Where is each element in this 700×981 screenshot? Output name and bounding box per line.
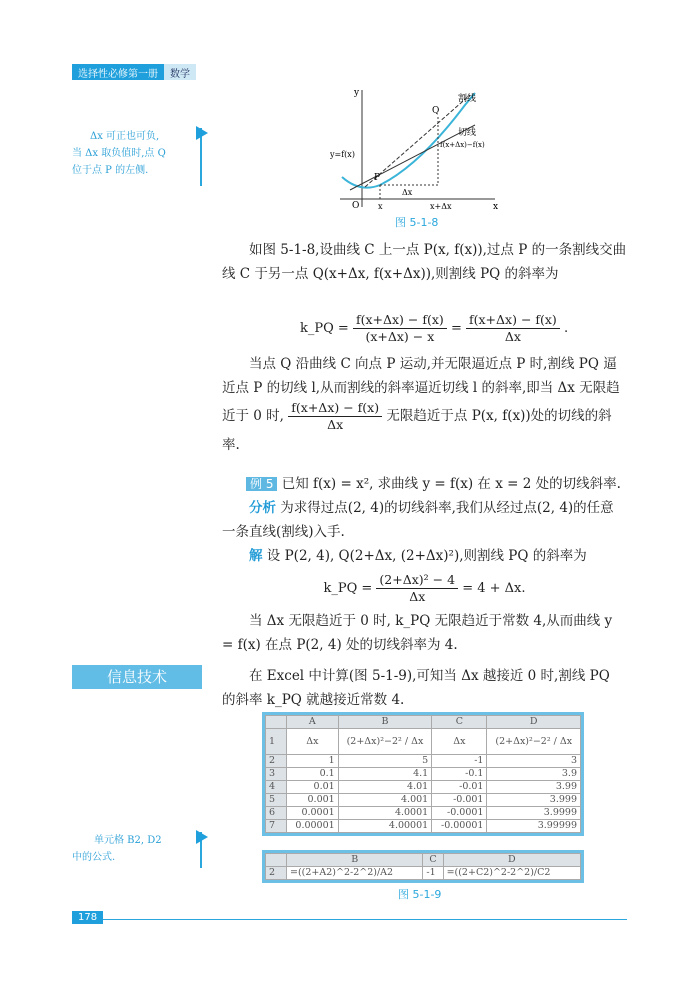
analysis-label: 分析 [249, 500, 276, 516]
cell: -0.01 [432, 781, 487, 794]
x-dx-tick: x+Δx [430, 202, 452, 210]
fraction [288, 400, 382, 433]
example-text: 已知 f(x) = x², 求曲线 y = f(x) 在 x = 2 处的切线斜率. [281, 476, 621, 492]
cell: 3.9999 [487, 807, 581, 820]
cell: 3.999 [487, 794, 581, 807]
cell: -0.00001 [432, 820, 487, 833]
cell: -0.0001 [432, 807, 487, 820]
cell: 0.001 [287, 794, 339, 807]
col-header: C [432, 716, 487, 729]
dy-label: f(x+Δx)−f(x) [440, 141, 485, 149]
cell: 3.99999 [487, 820, 581, 833]
cell: 0.00001 [287, 820, 339, 833]
formula-lhs: k_PQ = [323, 581, 373, 596]
numerator: f(x+Δx) − f(x) [466, 312, 560, 329]
note-line: 位于点 P 的左侧. [72, 165, 149, 176]
secant-tangent-figure [330, 85, 500, 210]
row-number: 2 [266, 867, 287, 880]
table-row [266, 867, 581, 880]
x-axis-label: x [493, 202, 499, 210]
paragraph [222, 352, 627, 457]
formula-secant-slope [300, 312, 568, 345]
denominator: Δx [327, 417, 344, 432]
cell: 3.9 [487, 768, 581, 781]
cell: 0.1 [287, 768, 339, 781]
table-row [266, 820, 581, 833]
table-row [266, 729, 581, 755]
info-tech-label: 信息技术 [72, 665, 202, 689]
note-line: Δx 可正也可负, [90, 131, 160, 142]
cell: -0.001 [432, 794, 487, 807]
col-header: B [287, 854, 423, 867]
row-number: 3 [266, 768, 287, 781]
col-header: D [443, 854, 580, 867]
row-number: 6 [266, 807, 287, 820]
cell: 5 [338, 755, 432, 768]
row-number: 5 [266, 794, 287, 807]
excel-table [262, 712, 584, 836]
side-note [72, 128, 202, 186]
flag-icon [196, 126, 208, 140]
example-label: 例 5 [246, 477, 277, 491]
text: 无限趋近于点 P(x, f(x))处的切线的斜率. [222, 408, 612, 453]
fraction [353, 312, 447, 345]
book-title: 选择性必修第一册 [72, 64, 164, 80]
info-tech-text: 在 Excel 中计算(图 5-1-9),可知当 Δx 越接近 0 时,割线 PQ 的斜率 k_PQ 就越接近常数 4. [222, 668, 610, 708]
figure-caption: 图 5-1-8 [395, 216, 439, 229]
col-header: B [338, 716, 432, 729]
cell: (2+Δx)²−2² / Δx [338, 729, 432, 755]
example-5 [222, 472, 627, 657]
conclusion-text: 当 Δx 无限趋近于 0 时, k_PQ 无限趋近于常数 4,从而曲线 y = f(x) 在点 P(2, 4) 处的切线斜率为 4. [222, 613, 613, 653]
denominator: (x+Δx) − x [365, 329, 435, 344]
solution-text: 设 P(2, 4), Q(2+Δx, (2+Δx)²),则割线 PQ 的斜率为 [266, 548, 587, 564]
excel-formula-table [262, 850, 584, 883]
row-number: 1 [266, 729, 287, 755]
table-row [266, 768, 581, 781]
cell: 4.01 [338, 781, 432, 794]
tangent-label: 切线 [458, 128, 477, 138]
cell: -1 [432, 755, 487, 768]
formula-example [222, 572, 627, 605]
row-number: 7 [266, 820, 287, 833]
origin-label: O [352, 201, 360, 210]
point-p-label: P [374, 173, 381, 183]
equals: = [450, 321, 462, 336]
formula-lhs: k_PQ = [300, 321, 349, 336]
cell: 4.1 [338, 768, 432, 781]
numerator: f(x+Δx) − f(x) [353, 312, 447, 329]
cell: 0.01 [287, 781, 339, 794]
dx-label: Δx [402, 188, 413, 197]
curve-label: y=f(x) [330, 150, 355, 159]
cell: -0.1 [432, 768, 487, 781]
fraction [466, 312, 560, 345]
cell: =((2+C2)^2-2^2)/C2 [443, 867, 580, 880]
note-line: 单元格 B2, D2 [94, 835, 162, 846]
flag-icon [196, 830, 208, 844]
page-number: 178 [72, 911, 103, 924]
row-number: 2 [266, 755, 287, 768]
subject: 数学 [164, 64, 196, 80]
col-header: A [287, 716, 339, 729]
cell: Δx [287, 729, 339, 755]
y-axis-label: y [354, 88, 360, 98]
cell: -1 [423, 867, 443, 880]
numerator: (2+Δx)² − 4 [376, 572, 458, 589]
cell: 4.00001 [338, 820, 432, 833]
table-row [266, 807, 581, 820]
cell: 0.0001 [287, 807, 339, 820]
denominator: Δx [409, 589, 426, 604]
note-line: 当 Δx 取负值时,点 Q [72, 148, 166, 159]
cell: =((2+A2)^2-2^2)/A2 [287, 867, 423, 880]
col-header [266, 716, 287, 729]
cell: 3.99 [487, 781, 581, 794]
analysis-text: 为求得过点(2, 4)的切线斜率,我们从经过点(2, 4)的任意一条直线(割线)入手. [222, 500, 614, 540]
solution-label: 解 [249, 548, 263, 564]
col-header: C [423, 854, 443, 867]
table-row [266, 794, 581, 807]
formula-rhs: = 4 + Δx. [462, 581, 526, 596]
cell: 4.0001 [338, 807, 432, 820]
x-tick: x [378, 202, 383, 210]
period: . [563, 321, 569, 336]
table-row [266, 755, 581, 768]
footer [72, 905, 627, 923]
col-header [266, 854, 287, 867]
col-header: D [487, 716, 581, 729]
running-header [72, 64, 196, 80]
row-number: 4 [266, 781, 287, 794]
side-note [72, 832, 202, 868]
secant-label: 割线 [458, 94, 477, 104]
numerator: f(x+Δx) − f(x) [288, 400, 382, 417]
fraction [376, 572, 458, 605]
text: 当点 Q 沿曲线 C 向点 P 运动,并无限逼近点 P 时,割线 PQ 逼近点 P 的切线 l,从而割线的斜率逼近切线 l 的斜率,即当 Δx 无限趋近于 0 时, [222, 356, 620, 424]
cell: 4.001 [338, 794, 432, 807]
table-row [266, 781, 581, 794]
denominator: Δx [504, 329, 521, 344]
figure-caption: 图 5-1-9 [398, 888, 442, 901]
cell: Δx [432, 729, 487, 755]
point-q-label: Q [432, 106, 440, 116]
note-line: 中的公式. [72, 852, 116, 863]
cell: 1 [287, 755, 339, 768]
paragraph: 如图 5-1-8,设曲线 C 上一点 P(x, f(x)),过点 P 的一条割线交曲线 C 于另一点 Q(x+Δx, f(x+Δx)),则割线 PQ 的斜率为 [222, 242, 627, 282]
cell: (2+Δx)²−2² / Δx [487, 729, 581, 755]
cell: 3 [487, 755, 581, 768]
